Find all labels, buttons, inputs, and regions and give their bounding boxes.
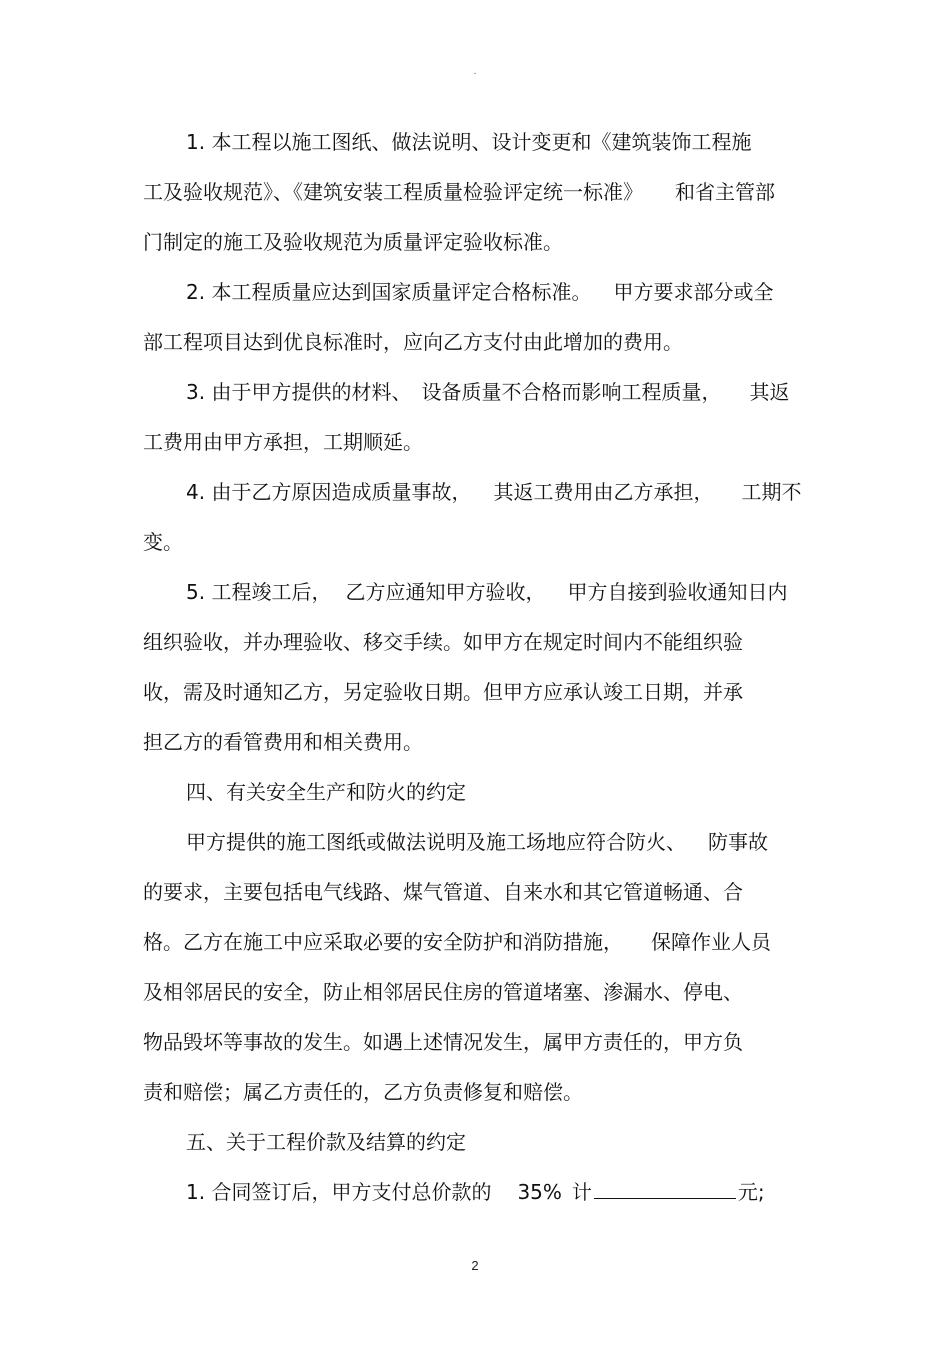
paragraph-line xyxy=(143,630,743,654)
line-text: 责和赔偿；属乙方责任的，乙方负责修复和赔偿。 xyxy=(143,1080,583,1104)
section-heading xyxy=(186,780,466,804)
line-text: 3. 由于甲方提供的材料、 xyxy=(186,380,412,404)
line-text: 工及验收规范》、《建筑安装工程质量检验评定统一标准》 xyxy=(143,180,643,204)
line-text: 5. 工程竣工后， xyxy=(186,580,332,604)
paragraph-line xyxy=(143,230,563,254)
paragraph-line xyxy=(186,130,751,154)
line-text: 物品毁坏等事故的发生。如遇上述情况发生，属甲方责任的，甲方负 xyxy=(143,1030,743,1054)
line-text: 格。乙方在施工中应采取必要的安全防护和消防措施， xyxy=(143,930,623,954)
paragraph-line xyxy=(143,880,743,904)
paragraph-line xyxy=(143,430,423,454)
paragraph-line xyxy=(143,330,683,354)
line-text: 变。 xyxy=(143,530,183,554)
paragraph-line xyxy=(143,1030,743,1054)
line-text: 其返 xyxy=(749,380,790,404)
paragraph-line xyxy=(143,680,743,704)
line-text: 门制定的施工及验收规范为质量评定验收标准。 xyxy=(143,230,563,254)
paragraph-line xyxy=(186,480,801,504)
paragraph-line xyxy=(143,1080,583,1104)
line-text: 甲方要求部分或全 xyxy=(613,280,774,304)
paragraph-line xyxy=(186,1180,765,1204)
percent-value: 35% xyxy=(517,1180,562,1204)
line-text: 的要求，主要包括电气线路、煤气管道、自来水和其它管道畅通、合 xyxy=(143,880,743,904)
line-text: 工费用由甲方承担，工期顺延。 xyxy=(143,430,423,454)
line-text: 1. 本工程以施工图纸、做法说明、设计变更和《建筑装饰工程施 xyxy=(186,130,752,154)
heading-text: 五、关于工程价款及结算的约定 xyxy=(186,1130,466,1154)
header-mark: - xyxy=(473,68,477,78)
line-text: 乙方应通知甲方验收， xyxy=(345,580,546,604)
line-text: 部工程项目达到优良标准时，应向乙方支付由此增加的费用。 xyxy=(143,330,683,354)
line-text: 计 xyxy=(571,1180,592,1204)
line-text: 和省主管部 xyxy=(675,180,775,204)
line-text: 保障作业人员 xyxy=(651,930,771,954)
heading-text: 四、有关安全生产和防火的约定 xyxy=(186,780,466,804)
line-text: 担乙方的看管费用和相关费用。 xyxy=(143,730,423,754)
paragraph-line xyxy=(143,980,743,1004)
line-text: 组织验收，并办理验收、移交手续。如甲方在规定时间内不能组织验 xyxy=(143,630,743,654)
line-text: 设备质量不合格而影响工程质量， xyxy=(421,380,722,404)
line-text: 甲方自接到验收通知日内 xyxy=(567,580,788,604)
line-text: 其返工费用由乙方承担， xyxy=(493,480,714,504)
paragraph-line xyxy=(186,580,787,604)
paragraph-line xyxy=(143,930,771,954)
paragraph-line xyxy=(143,530,183,554)
line-text: 防事故 xyxy=(708,830,768,854)
paragraph-line xyxy=(143,180,775,204)
paragraph-line xyxy=(186,830,768,854)
page-number: 2 xyxy=(471,1258,479,1273)
line-text: 元; xyxy=(737,1180,765,1204)
line-text: 甲方提供的施工图纸或做法说明及施工场地应符合防火、 xyxy=(186,830,686,854)
amount-blank xyxy=(594,1180,736,1199)
paragraph-line xyxy=(143,730,423,754)
section-heading xyxy=(186,1130,466,1154)
line-text: 工期不 xyxy=(741,480,802,504)
line-text: 4. 由于乙方原因造成质量事故， xyxy=(186,480,472,504)
line-text: 收，需及时通知乙方，另定验收日期。但甲方应承认竣工日期，并承 xyxy=(143,680,743,704)
paragraph-line xyxy=(186,380,789,404)
line-text: 及相邻居民的安全，防止相邻居民住房的管道堵塞、渗漏水、停电、 xyxy=(143,980,743,1004)
paragraph-line xyxy=(186,280,773,304)
line-text: 1. 合同签订后，甲方支付总价款的 xyxy=(186,1180,492,1204)
line-text: 2. 本工程质量应达到国家质量评定合格标准。 xyxy=(186,280,592,304)
